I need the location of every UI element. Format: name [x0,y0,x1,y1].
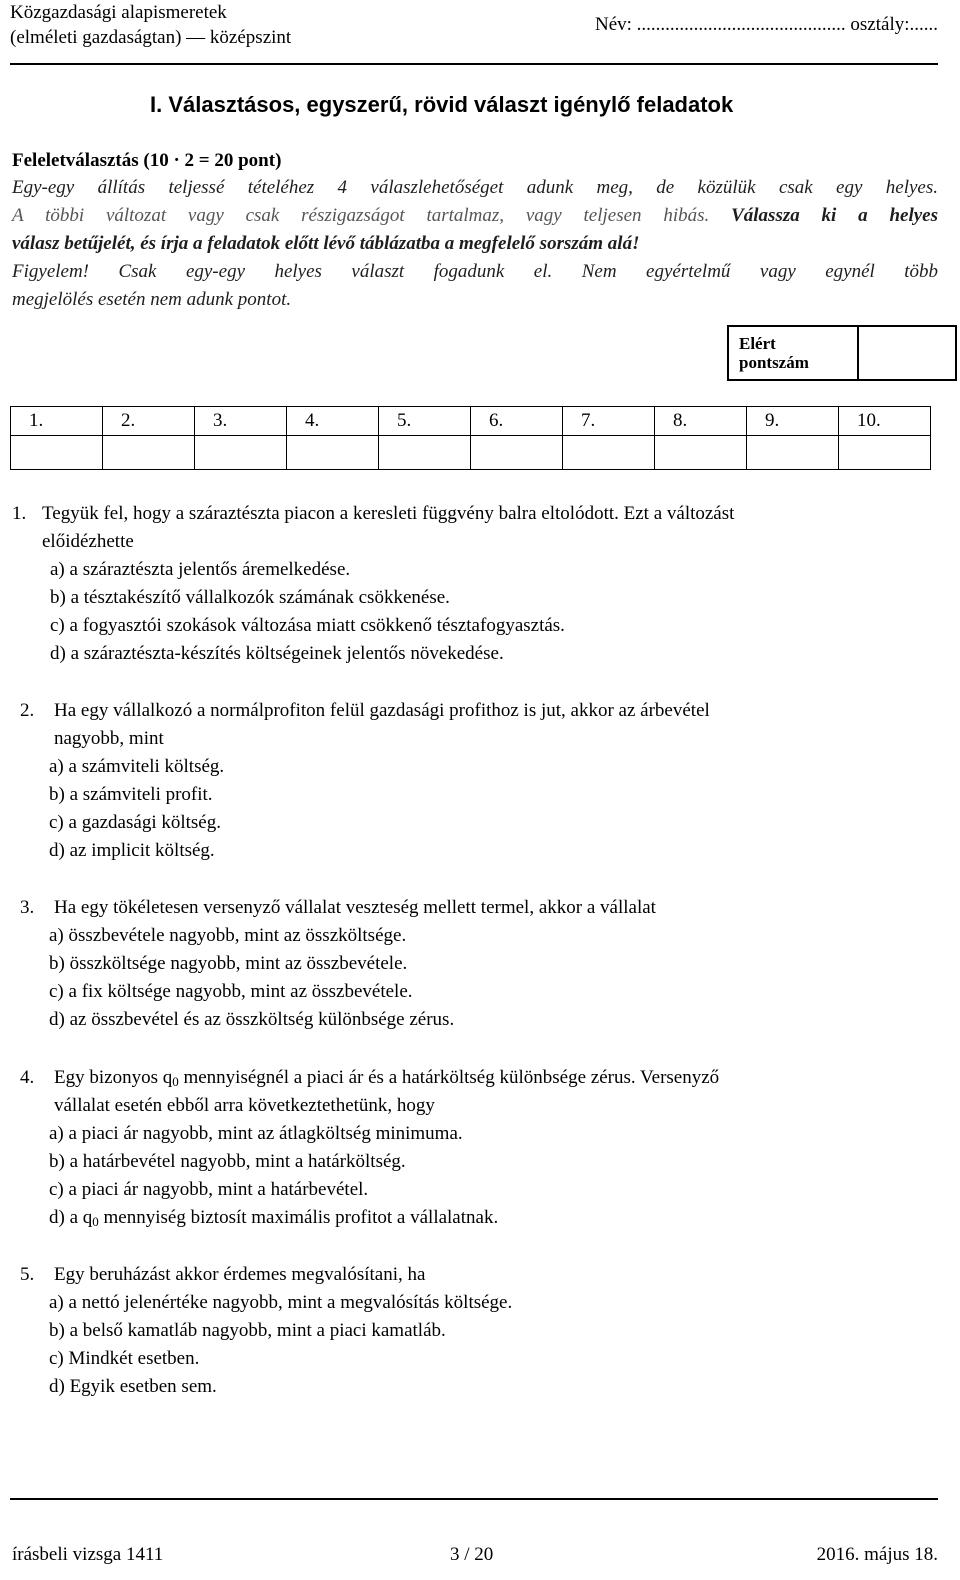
question-stem [20,697,710,725]
question-number: 2. [20,700,35,721]
option-d-text: d) a q [49,1207,93,1228]
option-d: d) a száraztészta-készítés költségeinek jelentős növekedése. [50,643,504,664]
question-stem [20,1261,512,1289]
answer-cell[interactable] [103,436,195,470]
option-b: b) a határbevétel nagyobb, mint a határköltség. [49,1151,406,1172]
answer-number: 5. [379,407,471,436]
score-label [728,326,858,380]
question-2 [20,697,710,865]
option-c: c) a fogyasztói szokások változása miatt csökkenő tésztafogyasztás. [50,615,565,636]
instructions-line-4c: Nem egyértelmű vagy egynél több [581,261,939,282]
question-text: Tegyük fel, hogy a száraztészta piacon a keresleti függvény balra eltolódott. Ezt a változást [42,503,735,524]
footer-divider [10,1498,938,1500]
question-text-cont: nagyobb, mint [54,728,164,749]
question-number: 1. [12,503,27,524]
section-title: I. Választásos, egyszerű, rövid választ igénylő feladatok [150,92,734,117]
question-5 [20,1261,512,1401]
answer-number: 10. [839,407,931,436]
answer-cell[interactable] [839,436,931,470]
question-stem [12,500,734,528]
option-d-text: mennyiség biztosít maximális profitot a vállalatnak. [98,1207,499,1228]
header-divider [10,63,938,65]
subsection-title: Feleletválasztás (10 · 2 = 20 pont) [12,150,282,171]
instructions-line-4a: Figyelem! [12,261,90,282]
option-a: a) összbevétele nagyobb, mint az összköltsége. [49,925,407,946]
instructions-line-2 [12,202,938,230]
option-d: d) az összbevétel és az összköltség különbsége zérus. [49,1009,455,1030]
answer-cell[interactable] [563,436,655,470]
option-a: a) a száraztészta jelentős áremelkedése. [50,559,351,580]
instructions-line-3: válasz betűjelét, és írja a feladatok előtt lévő táblázatba a megfelelő sorszám alá! [12,233,640,254]
answer-cell[interactable] [379,436,471,470]
instructions-line-4 [12,258,938,286]
answer-number: 8. [655,407,747,436]
question-text: Ha egy vállalkozó a normálprofiton felül gazdasági profithoz is jut, akkor az árbevétel [54,700,710,721]
answer-number: 1. [11,407,103,436]
score-value-field[interactable] [858,326,956,380]
option-b: b) összköltsége nagyobb, mint az összbevétele. [49,953,408,974]
answer-cell[interactable] [287,436,379,470]
option-c: c) Mindkét esetben. [49,1348,200,1369]
question-text: mennyiségnél a piaci ár és a határköltség különbsége zérus. Versenyző [178,1067,720,1088]
option-b: b) a belső kamatláb nagyobb, mint a piaci kamatláb. [49,1320,446,1341]
option-c: c) a gazdasági költség. [49,812,221,833]
question-3 [20,894,656,1034]
footer-date: 2016. május 18. [816,1544,938,1565]
option-c: c) a fix költsége nagyobb, mint az összbevétele. [49,981,413,1002]
question-stem [20,894,656,922]
option-a: a) a nettó jelenértéke nagyobb, mint a megvalósítás költsége. [49,1292,513,1313]
instructions-line-1: Egy-egy állítás teljessé tételéhez 4 válaszlehetőséget adunk meg, de közülük csak egy helyes. [12,177,938,198]
answer-number: 3. [195,407,287,436]
score-box [727,325,957,381]
subject-line-1: Közgazdasági alapismeretek [10,2,227,23]
option-d: d) Egyik esetben sem. [49,1376,217,1397]
answer-number: 9. [747,407,839,436]
question-stem [20,1064,719,1092]
option-b: b) a számviteli profit. [49,784,213,805]
answer-table [10,406,931,470]
option-a: a) a számviteli költség. [49,756,225,777]
answer-cell[interactable] [747,436,839,470]
answer-cell[interactable] [11,436,103,470]
footer-exam-code: írásbeli vizsga 1411 [12,1544,164,1565]
instructions-line-4b: Csak egy-egy helyes választ fogadunk el. [118,261,553,282]
name-class-field[interactable]: Név: ............................................ osztály:...... [594,14,938,35]
option-c: c) a piaci ár nagyobb, mint a határbevétel. [49,1179,369,1200]
question-text: Egy bizonyos q [54,1067,173,1088]
subject-header [10,0,291,50]
option-d: d) az implicit költség. [49,840,215,861]
instructions-line-2a: A többi változat vagy csak részigazságot tartalmaz, vagy teljesen hibás. [12,205,710,226]
question-text-cont: vállalat esetén ebből arra következtethetünk, hogy [54,1095,435,1116]
option-d [20,1204,719,1232]
answer-number: 4. [287,407,379,436]
option-b: b) a tésztakészítő vállalkozók számának csökkenése. [50,587,450,608]
answer-cell[interactable] [195,436,287,470]
instructions [12,174,938,314]
question-4 [20,1064,719,1232]
answer-number: 7. [563,407,655,436]
score-label-line-2: pontszám [739,353,809,372]
subscript: 0 [92,1214,99,1229]
answer-cell[interactable] [655,436,747,470]
question-text-cont: előidézhette [42,531,134,552]
instructions-line-2b: Válassza ki a helyes [731,205,938,226]
question-text: Egy beruházást akkor érdemes megvalósítani, ha [54,1264,426,1285]
question-1 [12,500,734,668]
option-a: a) a piaci ár nagyobb, mint az átlagköltség minimuma. [49,1123,463,1144]
footer-page-number: 3 / 20 [450,1544,494,1565]
question-number: 4. [20,1067,35,1088]
subject-line-2: (elméleti gazdaságtan) — középszint [10,27,292,48]
question-number: 3. [20,897,35,918]
question-text: Ha egy tökéletesen versenyző vállalat veszteség mellett termel, akkor a vállalat [54,897,656,918]
question-number: 5. [20,1264,35,1285]
score-label-line-1: Elért [739,334,776,353]
answer-number: 6. [471,407,563,436]
answer-cell[interactable] [471,436,563,470]
answer-number: 2. [103,407,195,436]
instructions-line-5: megjelölés esetén nem adunk pontot. [12,289,292,310]
subscript: 0 [172,1074,179,1089]
